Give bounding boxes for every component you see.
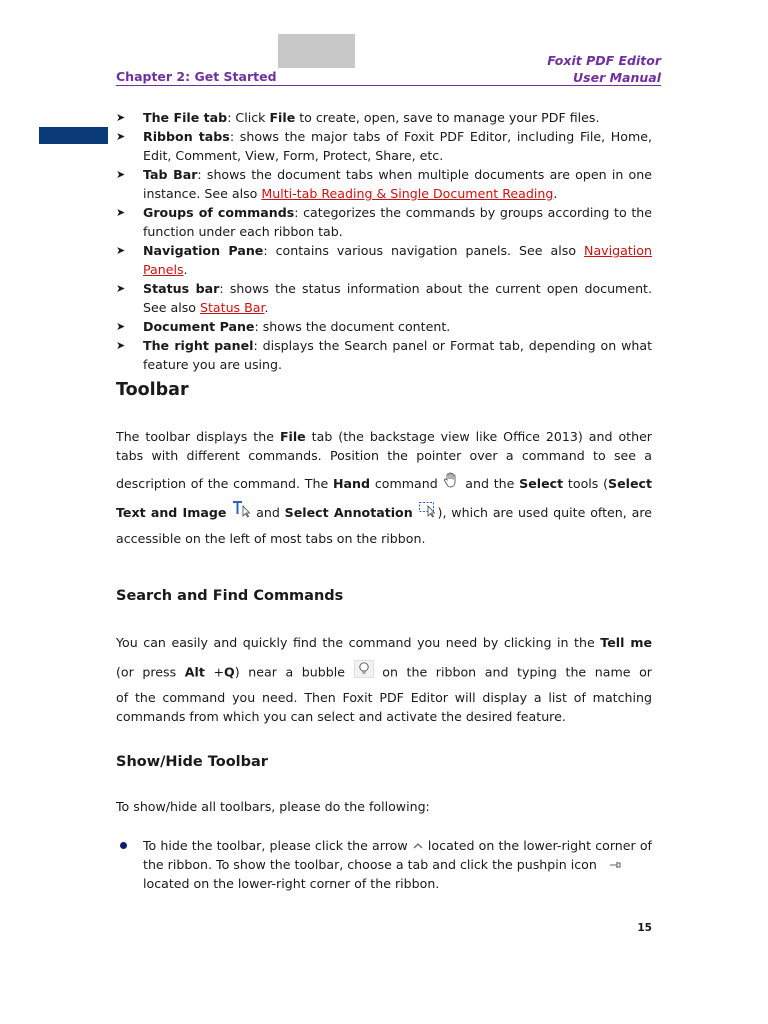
status-bar-link[interactable]: Status Bar <box>199 300 265 315</box>
navigation-panels-link[interactable]: Navigation Panels <box>143 243 652 277</box>
toolbar-heading: Toolbar <box>116 380 189 400</box>
bullet-dot-icon <box>120 842 127 849</box>
bullet-section <box>116 108 652 374</box>
arrow-bullet-icon: ➤ <box>116 168 126 181</box>
list-item: ➤ Groups of commands: categorizes the commands by groups according to the function under each ribbon tab. <box>116 205 652 239</box>
chapter-title: Chapter 2: Get Started <box>116 69 277 84</box>
list-item: ➤ Ribbon tabs: shows the major tabs of Foxit PDF Editor, including File, Home, Edit, Comment, View, Form, Protect, Share, etc. <box>116 129 652 163</box>
arrow-bullet-icon: ➤ <box>116 206 126 219</box>
toolbar-paragraph: The toolbar displays the File tab (the backstage view like Office 2013) and other tabs with different commands. Position the pointer over a command to see a description of the command. The Hand command and the Select tools (Select Text and Image and Select Annotation ), which are used quite often, are accessible on the left of most tabs on the ribbon. <box>116 429 652 546</box>
collapse-arrow-icon <box>412 837 424 855</box>
chapter-tab-marker <box>39 127 108 144</box>
lightbulb-icon <box>354 660 374 684</box>
multi-tab-reading-link[interactable]: Multi-tab Reading & Single Document Reading <box>261 186 554 201</box>
feature-list <box>116 108 652 374</box>
list-item: ➤ The right panel: displays the Search panel or Format tab, depending on what feature you are using. <box>116 338 653 372</box>
arrow-bullet-icon: ➤ <box>116 282 126 295</box>
arrow-bullet-icon: ➤ <box>116 244 126 257</box>
page-number: 15 <box>637 922 652 934</box>
product-name: Foxit PDF Editor <box>547 53 661 68</box>
search-heading: Search and Find Commands <box>116 588 344 604</box>
arrow-bullet-icon: ➤ <box>116 339 126 352</box>
header-divider <box>116 85 661 86</box>
list-item: ➤ The File tab: Click File to create, open, save to manage your PDF files. <box>116 110 600 125</box>
list-item: ➤ Status bar: shows the status information about the current open document. See also Status Bar. <box>116 281 653 315</box>
pushpin-icon <box>609 856 623 875</box>
manual-name: User Manual <box>573 70 661 85</box>
gray-placeholder-box <box>278 34 355 68</box>
list-item: To hide the toolbar, please click the arrow located on the lower-right corner of the ribbon. To show the toolbar, choose a tab and click the pushpin icon located on the lower-right corner of the ribbon. <box>116 836 652 893</box>
showhide-heading: Show/Hide Toolbar <box>116 754 268 770</box>
list-item: ➤ Document Pane: shows the document content. <box>116 319 451 334</box>
search-paragraph: You can easily and quickly find the command you need by clicking in the Tell me (or press Alt +Q) near a bubble on the ribbon and typing the name or of the command you need. Then Foxit PDF Editor will display a list of matching commands from which you can select and activate the desired feature. <box>116 635 652 724</box>
arrow-bullet-icon: ➤ <box>116 111 126 124</box>
list-item: ➤ Navigation Pane: contains various navigation panels. See also Navigation Panels. <box>116 243 652 277</box>
list-item: ➤ Tab Bar: shows the document tabs when multiple documents are open in one instance. See also Multi-tab Reading & Single Document Reading. <box>116 167 652 201</box>
manual-title <box>547 52 661 86</box>
select-annotation-icon <box>418 498 438 530</box>
hand-icon <box>442 471 460 497</box>
arrow-bullet-icon: ➤ <box>116 130 126 143</box>
arrow-bullet-icon: ➤ <box>116 320 126 333</box>
showhide-intro: To show/hide all toolbars, please do the following: <box>116 799 430 814</box>
select-text-image-icon <box>231 498 251 530</box>
